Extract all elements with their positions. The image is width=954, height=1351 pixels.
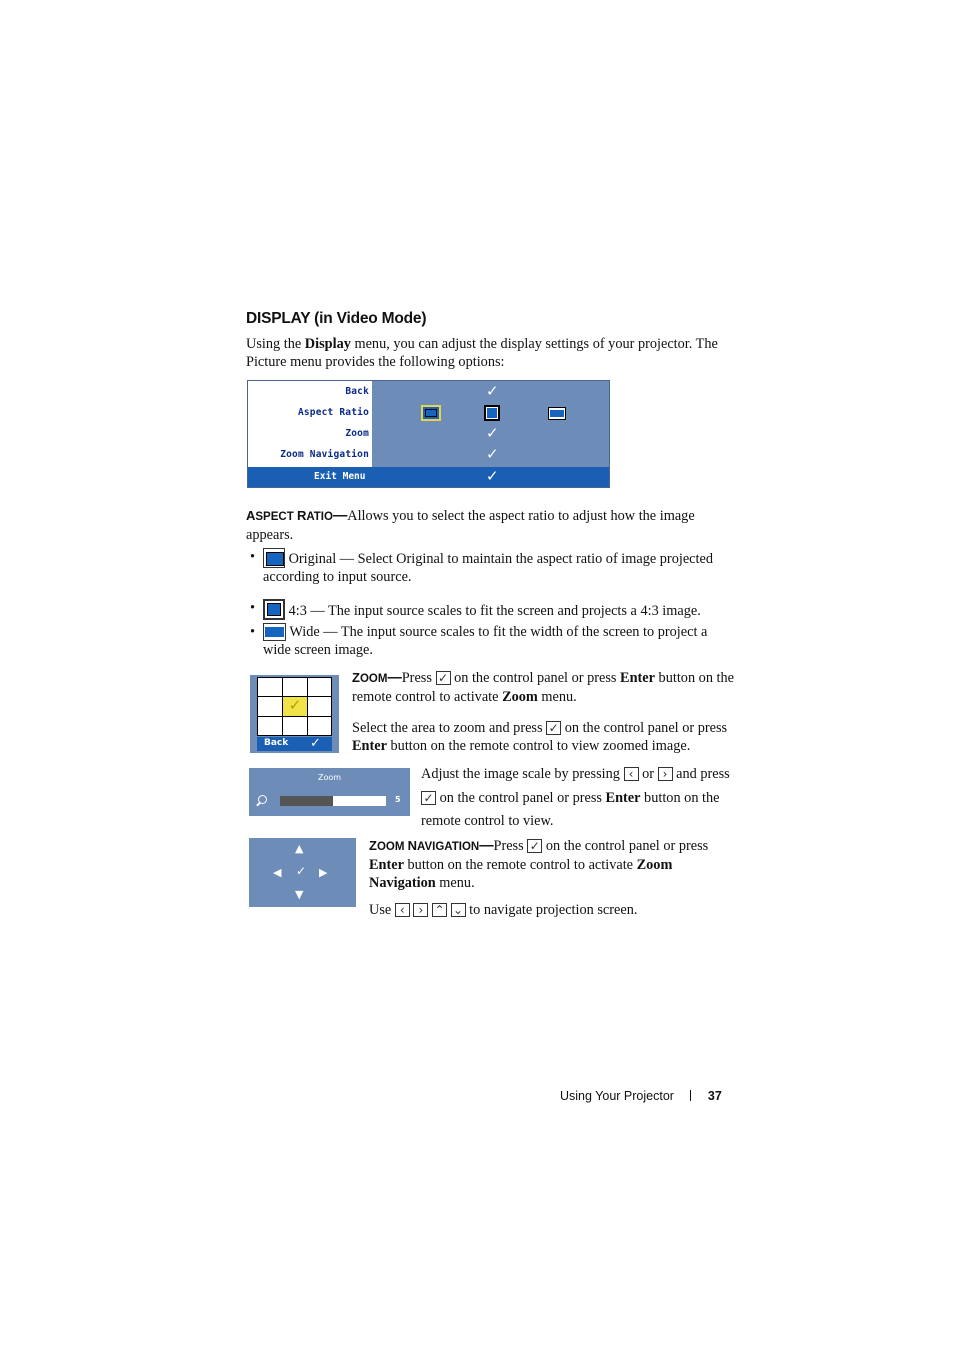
enter-button-icon: ✓ — [436, 671, 451, 685]
aspect-ratio-desc: Allows you to select the aspect ratio to adjust how the image appears. — [246, 508, 695, 543]
osd-back-check-icon: ✓ — [486, 382, 499, 400]
nav-down-icon: ▼ — [295, 888, 304, 901]
original-icon — [263, 548, 285, 568]
zoom-slider-title: Zoom — [317, 773, 342, 782]
zoom-nav-paragraph-2: Use ‹ › ⌃ ⌄ to navigate projection screen. — [369, 902, 638, 918]
nav-right-icon: ▶ — [319, 866, 328, 879]
zoom-navigation-osd — [249, 838, 356, 907]
zoom-grid-back-row[interactable] — [257, 737, 332, 751]
bullet-4-3-text: 4:3 — The input source scales to fit the screen and projects a 4:3 image. — [288, 603, 701, 619]
osd-wide-icon[interactable] — [548, 407, 566, 420]
osd-ratio-4-3-icon[interactable] — [484, 405, 500, 421]
zoom-title: ZOOM — [352, 670, 388, 685]
zoom-nav-title: ZOOM NAVIGATION — [369, 838, 480, 853]
intro-bold: Display — [304, 336, 351, 352]
left-button-icon: ‹ — [395, 903, 410, 917]
zoom-nav-paragraph-1: ZOOM NAVIGATION—Press ✓ on the control panel or press Enter button on the remote control to activate Zoom Navigation menu. — [369, 838, 709, 891]
osd-exit-row[interactable] — [248, 467, 609, 487]
zoom-grid-back-label[interactable]: Back — [264, 738, 289, 748]
osd-zoom-check-icon: ✓ — [486, 424, 499, 442]
osd-item-zoom-navigation[interactable]: Zoom Navigation — [280, 449, 369, 460]
nav-left-icon: ◀ — [273, 866, 282, 879]
intro-text-rest: menu, you can adjust the display settings of your projector. The Picture menu provides the following options: — [246, 336, 718, 370]
footer — [560, 1089, 722, 1103]
bullet-wide-text: Wide — The input source scales to fit the width of the screen to project a wide screen image. — [263, 624, 708, 658]
enter-button-icon: ✓ — [421, 791, 436, 805]
right-button-icon: › — [658, 767, 673, 781]
enter-button-icon: ✓ — [546, 721, 561, 735]
footer-page-number: 37 — [707, 1089, 722, 1103]
zoom-slider-value: 5 — [395, 795, 401, 804]
zoom-grid-check-icon: ✓ — [310, 735, 321, 750]
osd-item-zoom[interactable]: Zoom — [345, 428, 369, 439]
intro-text: Using the — [246, 336, 305, 352]
down-button-icon: ⌄ — [451, 903, 466, 917]
left-button-icon: ‹ — [624, 767, 639, 781]
osd-original-icon[interactable] — [421, 405, 441, 421]
zoom-paragraph-1: ZOOM—Press ✓ on the control panel or press Enter button on the remote control to activate Zoom menu. — [352, 670, 735, 705]
bullet-4-3: • 4:3 — The input source scales to fit the screen and projects a 4:3 image. — [250, 600, 701, 619]
osd-label-panel — [248, 381, 372, 467]
up-button-icon: ⌃ — [432, 903, 447, 917]
zoom-slider-fill — [280, 796, 333, 806]
zoom-selected-cell[interactable]: ✓ — [283, 697, 307, 716]
nav-up-icon: ▲ — [295, 842, 304, 855]
ratio-4-3-icon — [263, 599, 285, 620]
aspect-ratio-paragraph: ASPECT RATIO—Allows you to select the aspect ratio to adjust how the image appears. — [246, 508, 695, 543]
zoom-paragraph-2: Select the area to zoom and press ✓ on the control panel or press Enter button on the remote control to view zoomed image. — [352, 720, 728, 754]
enter-button-icon: ✓ — [527, 839, 542, 853]
osd-item-back[interactable]: Back — [345, 386, 369, 397]
zoom-slider-track[interactable] — [280, 796, 386, 806]
osd-item-exit-menu[interactable]: Exit Menu — [314, 471, 366, 482]
aspect-ratio-title: ASPECT RATIO — [246, 508, 333, 523]
bullet-original: • Original — Select Original to maintain the aspect ratio of image projected according to input source. — [250, 549, 713, 585]
intro-paragraph — [246, 335, 738, 371]
zoom-grid-osd — [250, 675, 339, 753]
display-osd-menu — [247, 380, 610, 488]
right-button-icon: › — [413, 903, 428, 917]
osd-zoom-nav-check-icon: ✓ — [486, 445, 499, 463]
page-heading: DISPLAY (in Video Mode) — [246, 310, 427, 327]
osd-exit-check-icon: ✓ — [486, 467, 499, 485]
nav-check-icon: ✓ — [296, 864, 307, 878]
zoom-paragraph-3: Adjust the image scale by pressing ‹ or › and press ✓ on the control panel or press Enter button on the remote control to view. — [421, 766, 730, 829]
bullet-wide: • Wide — The input source scales to fit the width of the screen to project a wide screen image. — [250, 624, 708, 658]
wide-icon — [263, 623, 286, 641]
zoom-slider-osd — [249, 768, 410, 816]
bullet-original-text: Original — Select Original to maintain the aspect ratio of image projected according to input source. — [263, 551, 713, 585]
osd-item-aspect-ratio[interactable]: Aspect Ratio — [297, 407, 369, 418]
footer-section: Using Your Projector — [560, 1089, 674, 1103]
